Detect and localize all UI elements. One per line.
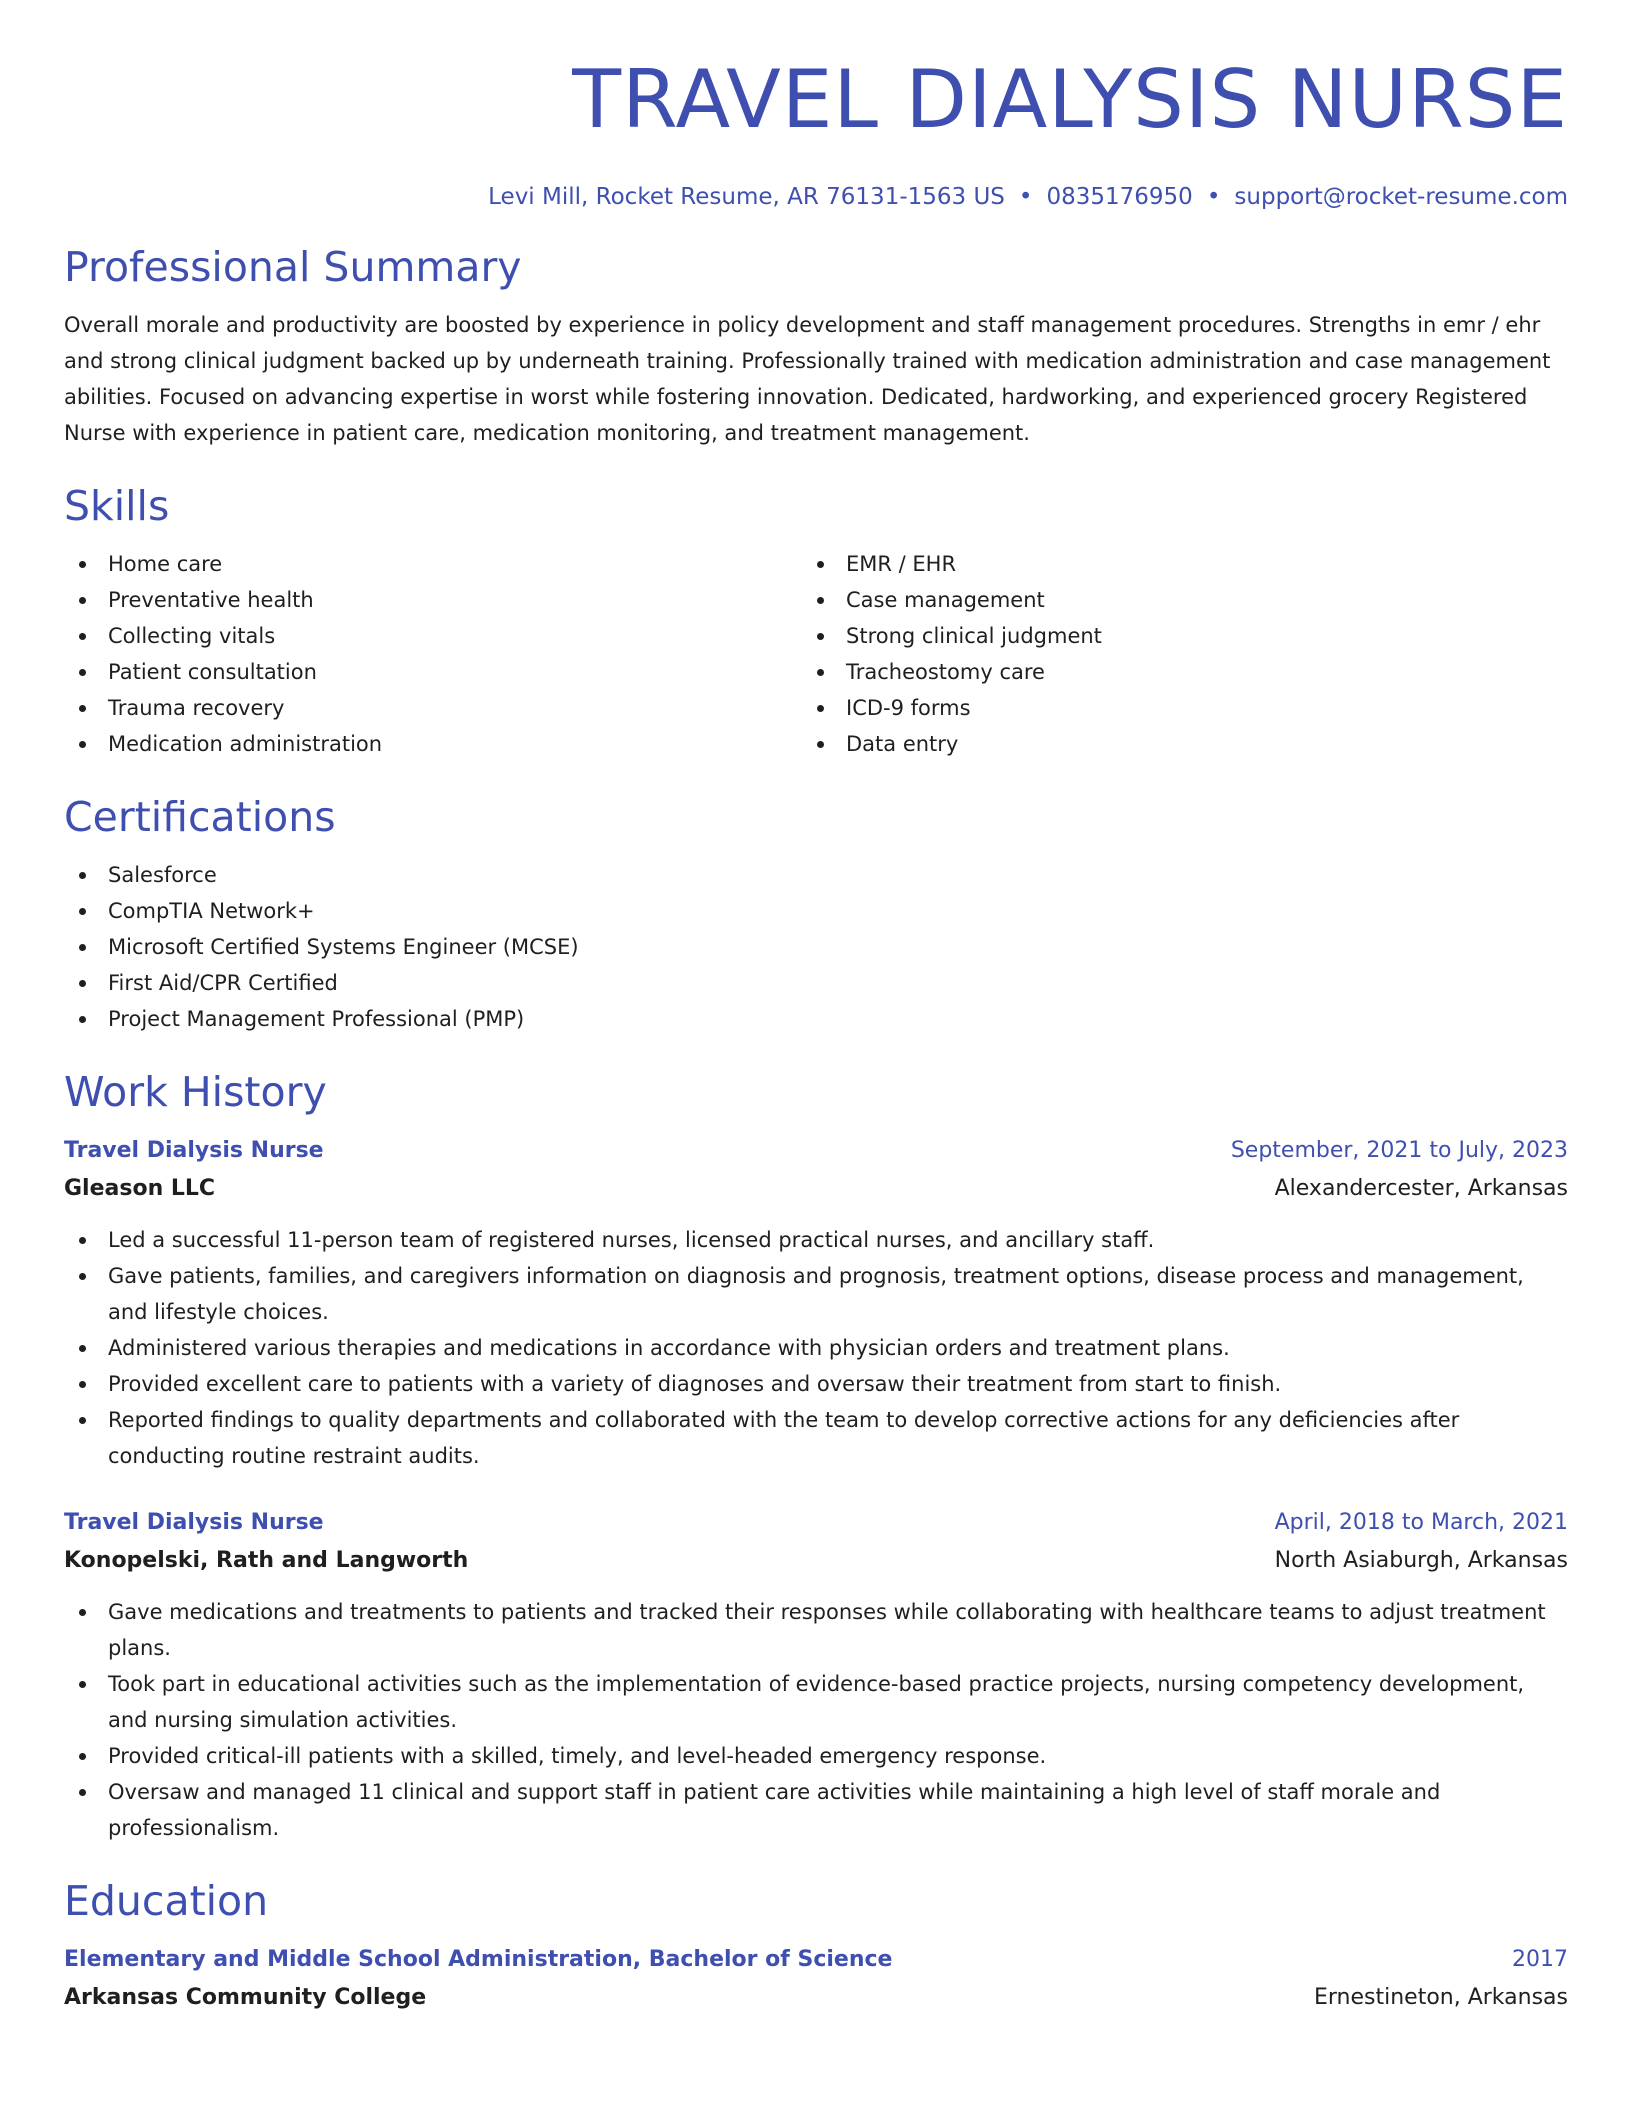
education-location: Ernestineton, Arkansas bbox=[1313, 1985, 1568, 2010]
summary-text: Overall morale and productivity are boosted by experience in policy development and staff management procedures. Strengths in emr / ehr and strong clinical judgment backed up by underneath training. Professionally trained with medication administration and case management abilities. Focused on advancing expertise in worst while fostering innovation. Dedicated, hardworking, and experienced grocery Registered Nurse with experience in patient care, medication monitoring, and treatment management. bbox=[64, 313, 1551, 445]
job-duty-item: Oversaw and managed 11 clinical and support staff in patient care activities while maintaining a high level of staff morale and professionalism. bbox=[64, 1774, 1568, 1846]
skill-item: Medication administration bbox=[64, 726, 802, 762]
contact-address: Levi Mill, Rocket Resume, AR 76131-1563 US bbox=[488, 184, 1005, 210]
job-location: Alexandercester, Arkansas bbox=[1274, 1176, 1568, 1201]
job-duties bbox=[64, 1594, 1568, 1846]
job-header-row bbox=[64, 1504, 1568, 1542]
job-entry bbox=[64, 1504, 1568, 1846]
education-school: Arkansas Community College bbox=[64, 1985, 427, 2010]
certification-item: Salesforce bbox=[64, 857, 1568, 893]
skills-heading: Skills bbox=[64, 482, 170, 530]
skill-item: Case management bbox=[802, 582, 1540, 618]
skill-item: EMR / EHR bbox=[802, 546, 1540, 582]
job-title: Travel Dialysis Nurse bbox=[64, 1138, 324, 1163]
skill-item: Trauma recovery bbox=[64, 690, 802, 726]
job-duties bbox=[64, 1222, 1568, 1474]
skill-item: Tracheostomy care bbox=[802, 654, 1540, 690]
certification-item: Microsoft Certified Systems Engineer (MCSE) bbox=[64, 929, 1568, 965]
contact-separator: • bbox=[1206, 184, 1221, 210]
job-header-row bbox=[64, 1132, 1568, 1170]
job-dates: April, 2018 to March, 2021 bbox=[1274, 1510, 1568, 1535]
certification-item: Project Management Professional (PMP) bbox=[64, 1001, 1568, 1037]
skills-column-right bbox=[802, 546, 1540, 762]
job-company-row bbox=[64, 1170, 1568, 1208]
certifications-list bbox=[64, 857, 1568, 1037]
job-company-row bbox=[64, 1542, 1568, 1580]
contact-phone: 0835176950 bbox=[1046, 184, 1193, 210]
education-school-row bbox=[64, 1979, 1568, 2017]
contact-email[interactable]: support@rocket-resume.com bbox=[1234, 184, 1568, 210]
skill-item: Strong clinical judgment bbox=[802, 618, 1540, 654]
skill-item: Preventative health bbox=[64, 582, 802, 618]
job-duty-item: Took part in educational activities such as the implementation of evidence-based practice projects, nursing competency development, and nursing simulation activities. bbox=[64, 1666, 1568, 1738]
education-section bbox=[64, 1875, 1568, 2017]
work-history-section bbox=[64, 1066, 1568, 1846]
skill-item: Data entry bbox=[802, 726, 1540, 762]
skill-item: ICD-9 forms bbox=[802, 690, 1540, 726]
contact-line bbox=[64, 182, 1568, 212]
job-duty-item: Administered various therapies and medications in accordance with physician orders and treatment plans. bbox=[64, 1330, 1568, 1366]
certifications-section bbox=[64, 791, 1568, 1037]
skills-column-left bbox=[64, 546, 802, 762]
job-duty-item: Gave patients, families, and caregivers information on diagnosis and prognosis, treatment options, disease process and management, and lifestyle choices. bbox=[64, 1258, 1568, 1330]
job-duty-item: Provided excellent care to patients with a variety of diagnoses and oversaw their treatment from start to finish. bbox=[64, 1366, 1568, 1402]
education-degree-row bbox=[64, 1941, 1568, 1979]
work-history-heading: Work History bbox=[64, 1068, 327, 1116]
summary-heading: Professional Summary bbox=[64, 243, 522, 291]
education-heading: Education bbox=[64, 1877, 269, 1925]
certification-item: First Aid/CPR Certified bbox=[64, 965, 1568, 1001]
skill-item: Patient consultation bbox=[64, 654, 802, 690]
skill-item: Home care bbox=[64, 546, 802, 582]
skills-section bbox=[64, 480, 1568, 762]
job-duty-item: Reported findings to quality departments and collaborated with the team to develop corrective actions for any deficiencies after conducting routine restraint audits. bbox=[64, 1402, 1568, 1474]
summary-section bbox=[64, 241, 1568, 451]
education-entry bbox=[64, 1941, 1568, 2017]
certifications-heading: Certifications bbox=[64, 793, 336, 841]
job-duty-item: Led a successful 11-person team of registered nurses, licensed practical nurses, and ancillary staff. bbox=[64, 1222, 1568, 1258]
education-year: 2017 bbox=[1512, 1947, 1568, 1972]
job-dates: September, 2021 to July, 2023 bbox=[1230, 1138, 1568, 1163]
job-location: North Asiaburgh, Arkansas bbox=[1274, 1548, 1568, 1573]
job-duty-item: Gave medications and treatments to patients and tracked their responses while collaborating with healthcare teams to adjust treatment plans. bbox=[64, 1594, 1568, 1666]
skill-item: Collecting vitals bbox=[64, 618, 802, 654]
resume-name: TRAVEL DIALYSIS NURSE bbox=[572, 53, 1568, 146]
contact-separator: • bbox=[1018, 184, 1033, 210]
education-degree: Elementary and Middle School Administration, Bachelor of Science bbox=[64, 1947, 893, 1972]
job-company: Gleason LLC bbox=[64, 1176, 216, 1201]
job-duty-item: Provided critical-ill patients with a skilled, timely, and level-headed emergency response. bbox=[64, 1738, 1568, 1774]
resume-header bbox=[64, 0, 1568, 212]
certification-item: CompTIA Network+ bbox=[64, 893, 1568, 929]
job-title: Travel Dialysis Nurse bbox=[64, 1510, 324, 1535]
skills-grid bbox=[64, 546, 1568, 762]
job-company: Konopelski, Rath and Langworth bbox=[64, 1548, 469, 1573]
job-entry bbox=[64, 1132, 1568, 1474]
